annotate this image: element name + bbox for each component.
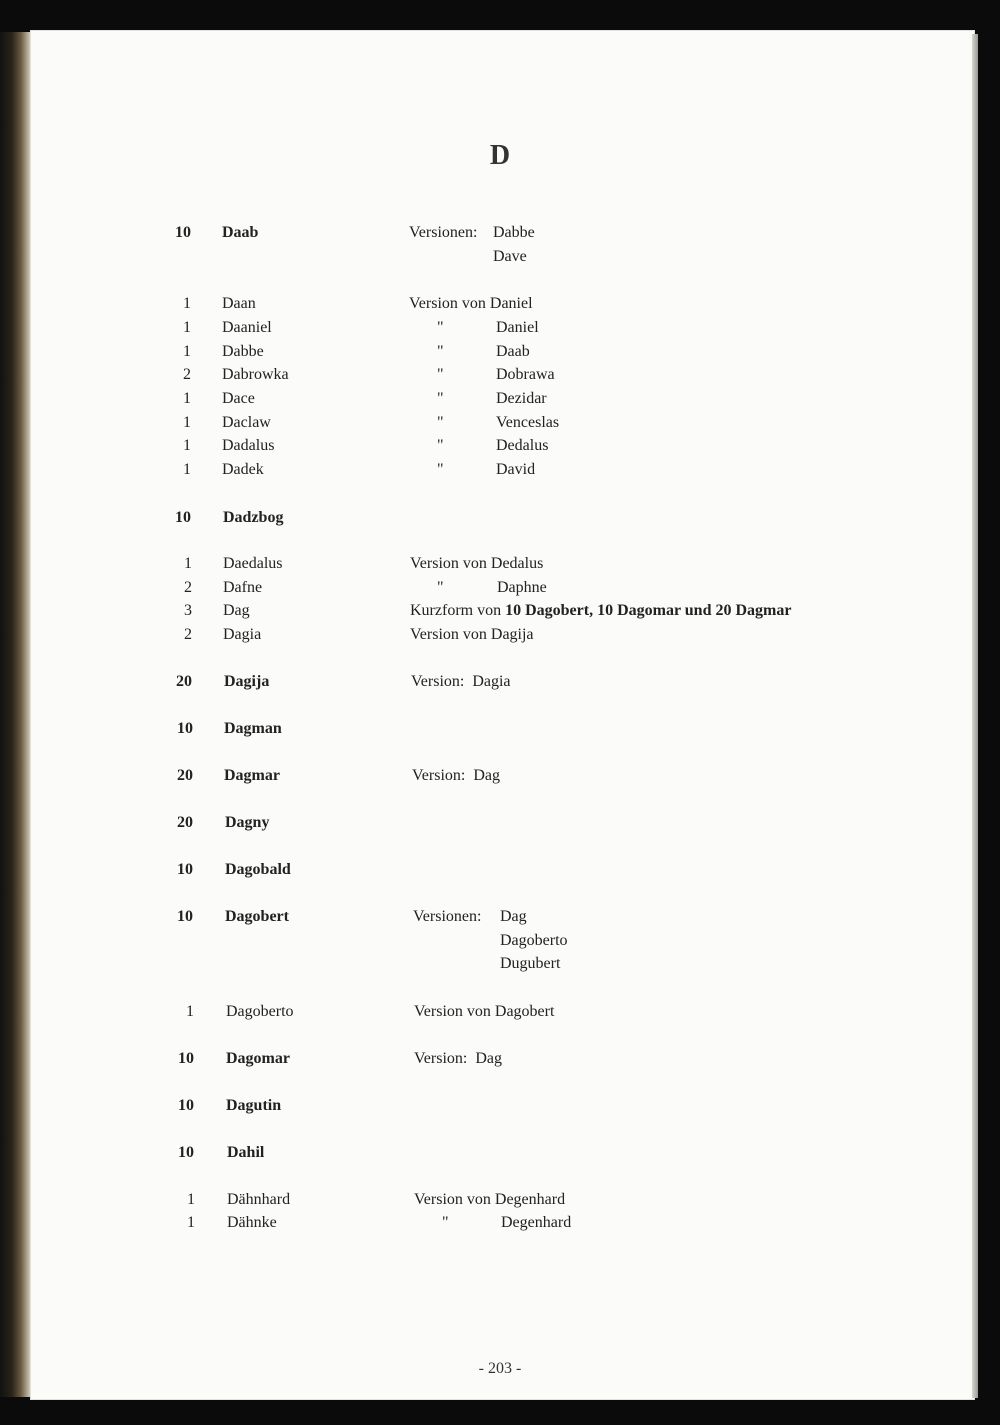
entry-name: Dagoberto <box>226 1003 294 1020</box>
entry-name: Dabbe <box>222 343 264 360</box>
entry-name: Daab <box>222 224 259 241</box>
entry-name: Dagny <box>225 814 270 831</box>
entry-number: 20 <box>176 673 192 690</box>
entry-number: 10 <box>178 1097 194 1114</box>
entry-name: Dagia <box>223 626 262 643</box>
entry-number: 1 <box>186 1003 194 1020</box>
entry-description: Version von Dagobert <box>414 1003 555 1020</box>
entry-number: 1 <box>183 319 191 336</box>
entry-name: Dadalus <box>222 437 275 454</box>
entry-version-value: Dobrawa <box>496 366 555 383</box>
entry-version-value: Dezidar <box>496 390 547 407</box>
entry-number: 10 <box>178 1050 194 1067</box>
entry-description: Version von Dagija <box>410 626 534 643</box>
ditto-mark: " <box>437 366 444 383</box>
entry-description-prefix: Kurzform von <box>410 602 506 619</box>
entry-number: 1 <box>183 295 191 312</box>
entry-name: Dähnke <box>227 1214 277 1231</box>
entry-description: Version von Daniel <box>409 295 533 312</box>
ditto-mark: " <box>437 343 444 360</box>
entry-name: Dagman <box>224 720 282 737</box>
entry-version-value: Daphne <box>497 579 547 596</box>
entry-name: Daedalus <box>223 555 283 572</box>
entry-number: 3 <box>184 602 192 619</box>
ditto-mark: " <box>437 437 444 454</box>
section-letter: D <box>489 140 511 171</box>
entry-number: 1 <box>183 414 191 431</box>
ditto-mark: " <box>437 579 444 596</box>
entry-version-value: Dagoberto <box>500 932 568 949</box>
ditto-mark: " <box>442 1214 449 1231</box>
entry-name: Dadek <box>222 461 264 478</box>
entry-number: 10 <box>177 861 193 878</box>
entry-version-value: Dabbe <box>493 224 535 241</box>
entry-number: 20 <box>177 814 193 831</box>
entry-name: Daclaw <box>222 414 271 431</box>
entry-version-value: Daab <box>496 343 530 360</box>
entry-number: 2 <box>183 366 191 383</box>
entry-name: Dabrowka <box>222 366 289 383</box>
entry-number: 1 <box>183 390 191 407</box>
entry-name: Dagutin <box>226 1097 282 1114</box>
entry-name: Dagomar <box>226 1050 290 1067</box>
entry-number: 1 <box>187 1214 195 1231</box>
entry-name: Dagmar <box>224 767 280 784</box>
entry-version-value: Daniel <box>496 319 539 336</box>
entry-name: Dagija <box>224 673 270 690</box>
entry-number: 1 <box>187 1191 195 1208</box>
entry-name: Daaniel <box>222 319 272 336</box>
entry-name: Dahil <box>227 1144 265 1161</box>
entry-name: Dafne <box>223 579 263 596</box>
entry-version-value: Dugubert <box>500 955 561 972</box>
entry-name: Dagobald <box>225 861 291 878</box>
entry-description-label: Versionen: <box>409 224 478 241</box>
entry-description: Version von Degenhard <box>414 1191 566 1208</box>
page-number: - 203 - <box>478 1360 522 1377</box>
entry-version-value: Dag <box>500 908 527 925</box>
entry-description: Version: Dag <box>412 767 500 784</box>
entry-name: Dace <box>222 390 255 407</box>
entry-number: 1 <box>183 437 191 454</box>
ditto-mark: " <box>437 414 444 431</box>
entry-description-label: Versionen: <box>413 908 482 925</box>
entry-description <box>410 599 791 623</box>
entry-version-value: Degenhard <box>501 1214 572 1231</box>
entry-number: 1 <box>183 343 191 360</box>
entry-name: Dag <box>223 602 250 619</box>
entry-version-value: Venceslas <box>496 414 560 431</box>
entry-number: 10 <box>177 720 193 737</box>
ditto-mark: " <box>437 319 444 336</box>
entry-version-value: Dedalus <box>496 437 549 454</box>
entry-name: Dadzbog <box>223 509 284 526</box>
entry-description: Version: Dag <box>414 1050 502 1067</box>
entry-version-value: David <box>496 461 536 478</box>
entry-number: 2 <box>184 626 192 643</box>
entry-number: 20 <box>177 767 193 784</box>
entry-description-refs: 10 Dagobert, 10 Dagomar und 20 Dagmar <box>505 602 792 619</box>
entry-description: Version: Dagia <box>411 673 511 690</box>
ditto-mark: " <box>437 461 444 478</box>
entry-version-value: Dave <box>493 248 527 265</box>
entry-number: 2 <box>184 579 192 596</box>
entry-number: 10 <box>175 509 191 526</box>
entry-number: 10 <box>178 1144 194 1161</box>
ditto-mark: " <box>437 390 444 407</box>
entry-name: Daan <box>222 295 256 312</box>
entry-number: 10 <box>175 224 191 241</box>
entry-name: Dagobert <box>225 908 289 925</box>
entry-description: Version von Dedalus <box>410 555 544 572</box>
entry-number: 1 <box>183 461 191 478</box>
entry-number: 10 <box>177 908 193 925</box>
entry-name: Dähnhard <box>227 1191 291 1208</box>
entry-number: 1 <box>184 555 192 572</box>
